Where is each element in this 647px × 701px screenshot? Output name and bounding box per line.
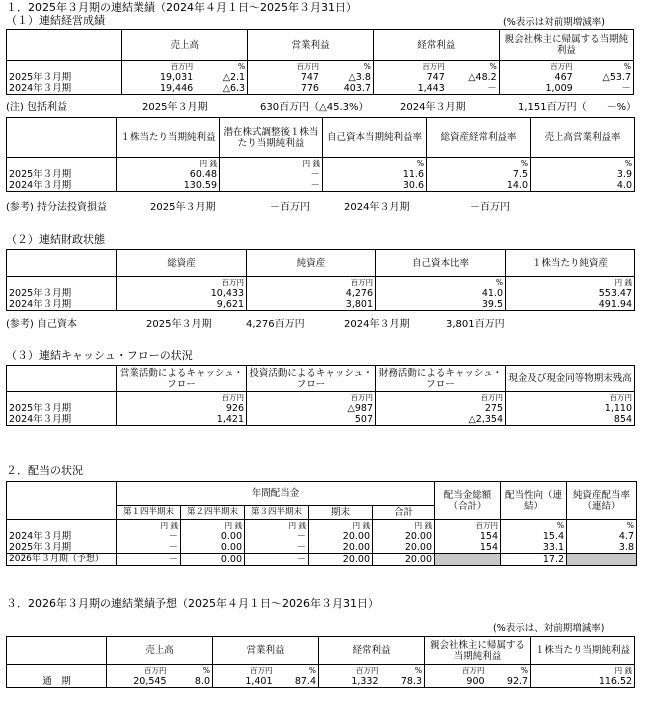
row-label: 2024年３月期 — [7, 299, 117, 311]
row-label: 2024年３月期 — [7, 414, 117, 426]
unit: % — [567, 520, 637, 532]
cell: 41.0 — [376, 288, 506, 299]
cell: － — [220, 180, 323, 192]
unit: 円 銭 — [181, 520, 245, 532]
cell: 19,031 — [122, 72, 195, 83]
cell: 11.6 — [323, 169, 427, 180]
header-net-assets: 純資産 — [247, 250, 376, 277]
header-bps: １株当たり純資産 — [506, 250, 635, 277]
comp-period1: 2025年３月期 — [142, 102, 208, 113]
row-label: 2025年３月期 — [7, 169, 117, 180]
cell: 747 — [373, 72, 446, 83]
table-row: 2026年３月期（予想） － 0.00 － 20.00 20.00 17.2 — [7, 554, 637, 566]
table-row: 2024年３月期 － 0.00 － 20.00 20.00 154 15.4 4.7 — [7, 531, 637, 542]
unit: 円 銭 — [373, 520, 435, 532]
unit: % — [323, 158, 427, 170]
results-table — [6, 29, 634, 95]
cell: － — [220, 169, 323, 180]
cell: 926 — [117, 403, 247, 414]
header-financing-cf: 財務活動によるキャッシュ・フロー — [376, 366, 506, 392]
header-roa: 総資産経常利益率 — [427, 118, 531, 158]
sec1-note-right: (%表示は対前期増減率) — [503, 17, 605, 28]
cell: 491.94 — [506, 299, 635, 311]
cell: 39.5 — [376, 299, 506, 311]
cell: △53.7 — [575, 72, 634, 83]
row-label: 2026年３月期（予想） — [7, 554, 117, 566]
unit: % — [531, 158, 635, 170]
cell: 776 — [248, 83, 321, 95]
fc-header-sales: 売上高 — [107, 637, 213, 665]
header-doe: 純資産配当率（連結） — [567, 482, 637, 520]
row-label: 2025年３月期 — [7, 288, 117, 299]
row-label: 2024年３月期 — [7, 180, 117, 192]
header-annual-dividend: 年間配当金 — [117, 482, 435, 506]
header-operating-cf: 営業活動によるキャッシュ・フロー — [117, 366, 247, 392]
sec1-heading: （１）連結経営成績 — [6, 14, 105, 27]
cell: 10,433 — [117, 288, 247, 299]
cell: △987 — [247, 403, 376, 414]
cell: △2,354 — [376, 414, 506, 426]
header-eps: １株当たり当期純利益 — [117, 118, 220, 158]
unit: 百万円 — [122, 61, 195, 73]
unit: 円 銭 — [117, 158, 220, 170]
cell: 3.9 — [531, 169, 635, 180]
unit: % — [376, 277, 506, 289]
section-title-3: ３．2026年３月期の連結業績予想（2025年４月１日～2026年３月31日） — [6, 597, 379, 610]
table-row — [7, 83, 634, 95]
row-label: 2025年３月期 — [7, 403, 117, 414]
eq-period2: 2024年３月期 — [344, 202, 410, 213]
cell: 553.47 — [506, 288, 635, 299]
cell: △6.3 — [195, 83, 247, 95]
shaded-cell — [435, 554, 501, 566]
table-row — [7, 169, 635, 180]
own-capital-label: (参考) 自己資本 — [6, 319, 77, 330]
unit: 百万円 — [499, 61, 574, 73]
cell: △48.2 — [447, 72, 499, 83]
cell: 1,009 — [499, 83, 574, 95]
header-ord-income: 経常利益 — [373, 30, 499, 61]
dividend-table — [6, 481, 637, 566]
cell: 3,801 — [247, 299, 376, 311]
oc-period2: 2024年３月期 — [344, 319, 410, 330]
table-row — [7, 180, 635, 192]
row-label: 2025年３月期 — [7, 542, 117, 554]
header-equity-ratio: 自己資本比率 — [376, 250, 506, 277]
cell: 747 — [248, 72, 321, 83]
cell: 403.7 — [321, 83, 373, 95]
fc-header-net-income: 親会社株主に帰属する当期純利益 — [425, 637, 531, 665]
eq-value1: －百万円 — [270, 202, 310, 213]
cash-flow-table — [6, 365, 635, 426]
header-investing-cf: 投資活動によるキャッシュ・フロー — [247, 366, 376, 392]
unit: % — [321, 61, 373, 73]
unit: 百万円 — [506, 392, 635, 404]
sec3-heading: （３）連結キャッシュ・フローの状況 — [6, 349, 193, 362]
unit: % — [195, 61, 247, 73]
cell: 1,110 — [506, 403, 635, 414]
cell: 9,621 — [117, 299, 247, 311]
financial-position-table — [6, 249, 635, 311]
cell: － — [447, 83, 499, 95]
header-total-assets: 総資産 — [117, 250, 247, 277]
header-year-end: 期末 — [309, 506, 373, 520]
per-share-table — [6, 117, 635, 192]
comp-value1: 630百万円（△45.3%） — [260, 102, 369, 113]
comp-value2: 1,151百万円（ －%） — [518, 102, 637, 113]
header-diluted-eps: 潜在株式調整後１株当たり当期純利益 — [220, 118, 323, 158]
unit: 百万円 — [117, 277, 247, 289]
header-sales: 売上高 — [122, 30, 248, 61]
eq-value2: －百万円 — [470, 202, 510, 213]
header-total: 合計 — [373, 506, 435, 520]
table-row — [7, 72, 634, 83]
header-cash-end: 現金及び現金同等物期末残高 — [506, 366, 635, 392]
unit: 百万円 — [117, 392, 247, 404]
unit: % — [447, 61, 499, 73]
header-empty — [7, 30, 122, 61]
cell: 30.6 — [323, 180, 427, 192]
header-op-income: 営業利益 — [248, 30, 374, 61]
header-net-income: 親会社株主に帰属する当期純利益 — [499, 30, 633, 61]
unit: 百万円 — [247, 392, 376, 404]
table-row — [7, 403, 635, 414]
table-row — [7, 288, 635, 299]
section-title-2: ２．配当の状況 — [6, 464, 83, 477]
table-row — [7, 299, 635, 311]
fc-header-op-income: 営業利益 — [213, 637, 319, 665]
cell: 4.0 — [531, 180, 635, 192]
sec2-heading: （２）連結財政状態 — [6, 233, 105, 246]
unit: % — [575, 61, 634, 73]
unit: 円 銭 — [506, 277, 635, 289]
unit: 百万円 — [376, 392, 506, 404]
cell: 1,421 — [117, 414, 247, 426]
unit: 百万円 — [248, 61, 321, 73]
cell: 130.59 — [117, 180, 220, 192]
comprehensive-income-label: (注) 包括利益 — [6, 102, 67, 113]
fc-header-eps: １株当たり当期純利益 — [531, 637, 635, 665]
table-row — [7, 414, 635, 426]
unit: % — [501, 520, 567, 532]
header-op-margin: 売上高営業利益率 — [531, 118, 635, 158]
oc-value2: 3,801百万円 — [446, 319, 505, 330]
cell: 14.0 — [427, 180, 531, 192]
cell: 507 — [247, 414, 376, 426]
unit: 円 銭 — [117, 520, 181, 532]
header-q1: 第１四半期末 — [117, 506, 181, 520]
cell: 4,276 — [247, 288, 376, 299]
unit: 百万円 — [435, 520, 501, 532]
row-label: 通 期 — [7, 676, 107, 688]
shaded-cell — [567, 554, 637, 566]
cell: 7.5 — [427, 169, 531, 180]
fc-header-ord-income: 経常利益 — [319, 637, 425, 665]
table-row: 2025年３月期 － 0.00 － 20.00 20.00 154 33.1 3.8 — [7, 542, 637, 554]
cell: 467 — [499, 72, 574, 83]
header-q2: 第２四半期末 — [181, 506, 245, 520]
equity-method-label: (参考) 持分法投資損益 — [6, 202, 107, 213]
comp-period2: 2024年３月期 — [400, 102, 466, 113]
header-q3: 第３四半期末 — [245, 506, 309, 520]
eq-period1: 2025年３月期 — [150, 202, 216, 213]
forecast-note-right: (%表示は、対前期増減率) — [493, 623, 605, 634]
cell: 19,446 — [122, 83, 195, 95]
unit: 百万円 — [247, 277, 376, 289]
forecast-table: 売上高 営業利益 経常利益 親会社株主に帰属する当期純利益 １株当たり当期純利益 百万円 % 百万円 % 百万円 % 百万円 % 円 銭 通 期 20,545 8.0 1,401 87.4 1,332 78.3 900 92.7 116.52 — [6, 636, 635, 688]
oc-value1: 4,276百万円 — [246, 319, 305, 330]
unit: % — [427, 158, 531, 170]
table-row: 通 期 20,545 8.0 1,401 87.4 1,332 78.3 900 92.7 116.52 — [7, 676, 635, 688]
cell: － — [575, 83, 634, 95]
cell: 275 — [376, 403, 506, 414]
header-total-dividend: 配当金総額（合計） — [435, 482, 501, 520]
row-label: 2025年３月期 — [7, 72, 122, 83]
header-roe: 自己資本当期純利益率 — [323, 118, 427, 158]
cell: 60.48 — [117, 169, 220, 180]
cell: △2.1 — [195, 72, 247, 83]
row-label: 2024年３月期 — [7, 531, 117, 542]
cell: 1,443 — [373, 83, 446, 95]
oc-period1: 2025年３月期 — [146, 319, 212, 330]
unit: 百万円 — [373, 61, 446, 73]
unit: 円 銭 — [220, 158, 323, 170]
cell: △3.8 — [321, 72, 373, 83]
cell: 854 — [506, 414, 635, 426]
header-payout-ratio: 配当性向（連結） — [501, 482, 567, 520]
section-title-1: １．2025年３月期の連結業績（2024年４月１日～2025年３月31日） — [6, 1, 357, 14]
row-label: 2024年３月期 — [7, 83, 122, 95]
unit: 円 銭 — [245, 520, 309, 532]
unit: 円 銭 — [309, 520, 373, 532]
